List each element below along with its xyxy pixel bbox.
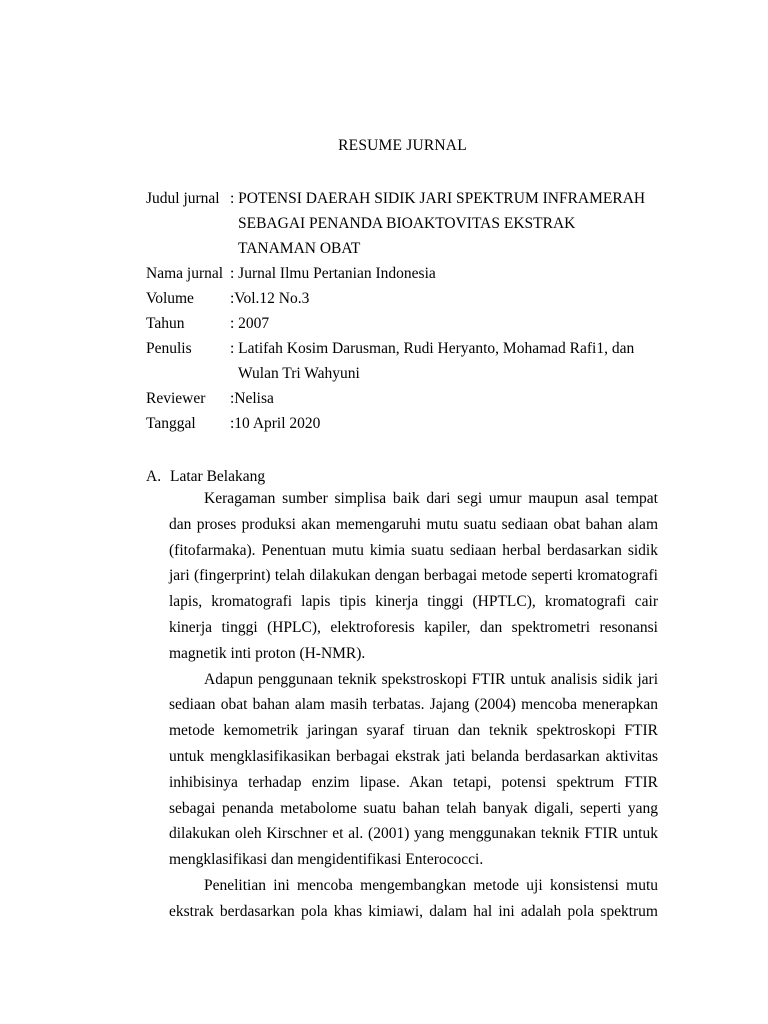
- metadata-value: [230, 411, 666, 436]
- metadata-value-line: :Nelisa: [230, 390, 274, 407]
- paragraph-line: sebagai penanda metabolome suatu bahan telah banyak digali, seperti yang: [169, 799, 658, 817]
- metadata-label: Judul jurnal: [146, 190, 220, 207]
- metadata-value: [230, 261, 666, 286]
- section-letter: A.: [146, 468, 162, 485]
- paragraph: [169, 667, 658, 873]
- paragraph-line: sediaan obat bahan alam masih terbatas. Jajang (2004) mencoba menerapkan: [169, 696, 658, 714]
- metadata-value: [230, 286, 666, 311]
- metadata-value-line: : Jurnal Ilmu Pertanian Indonesia: [230, 265, 436, 282]
- metadata-value: [230, 336, 666, 386]
- metadata-value-line: : Latifah Kosim Darusman, Rudi Heryanto, Mohamad Rafi1, dan: [230, 340, 635, 357]
- metadata-value-line: :Vol.12 No.3: [230, 290, 310, 307]
- metadata-row: [146, 311, 666, 336]
- metadata-value-line: SEBAGAI PENANDA BIOAKTOVITAS EKSTRAK: [238, 215, 576, 232]
- journal-metadata: [146, 186, 666, 436]
- paragraph-line: mengklasifikasi dan mengidentifikasi Enterococci.: [169, 851, 484, 869]
- metadata-row: [146, 386, 666, 411]
- metadata-value: [230, 386, 666, 411]
- metadata-label: Nama jurnal: [146, 265, 224, 282]
- paragraph-line: jari (fingerprint) telah dilakukan dengan berbagai metode seperti kromatografi: [169, 567, 658, 585]
- paragraph-line: Adapun penggunaan teknik spekstroskopi FTIR untuk analisis sidik jari: [204, 670, 658, 688]
- metadata-label: Tanggal: [146, 415, 196, 432]
- paragraph-line: dan proses produksi akan memengaruhi mutu suatu sediaan obat bahan alam: [169, 515, 658, 533]
- paragraph-line: dilakukan oleh Kirschner et al. (2001) yang menggunakan teknik FTIR untuk: [169, 825, 658, 843]
- metadata-label: Penulis: [146, 340, 192, 357]
- metadata-value-line: TANAMAN OBAT: [238, 240, 361, 257]
- paragraph-line: metode kemometrik jaringan syaraf tiruan dan teknik spektroskopi FTIR: [169, 722, 658, 740]
- paragraph-line: ekstrak berdasarkan pola khas kimiawi, dalam hal ini adalah pola spektrum: [169, 902, 658, 920]
- paragraph-line: kinerja tinggi (HPLC), elektroforesis kapiler, dan spektrometri resonansi: [169, 618, 658, 636]
- metadata-label: Volume: [146, 290, 194, 307]
- metadata-row: [146, 186, 666, 261]
- section-body: [169, 486, 658, 925]
- paragraph-line: lapis, kromatografi lapis tipis kinerja tinggi (HPTLC), kromatografi cair: [169, 593, 658, 611]
- metadata-row: [146, 286, 666, 311]
- paragraph: [169, 486, 658, 667]
- paragraph-line: inhibisinya terhadap enzim lipase. Akan tetapi, potensi spektrum FTIR: [169, 773, 658, 791]
- metadata-label: Tahun: [146, 315, 185, 332]
- metadata-value-line: :10 April 2020: [230, 415, 321, 432]
- paragraph-line: magnetik inti proton (H-NMR).: [169, 644, 366, 662]
- paragraph-line: (fitofarmaka). Penentuan mutu kimia suatu sediaan herbal berdasarkan sidik: [169, 541, 658, 559]
- section-title: Latar Belakang: [170, 468, 266, 485]
- paragraph: [169, 873, 658, 925]
- paragraph-line: untuk mengklasifikasikan berbagai ekstrak jati belanda berdasarkan aktivitas: [169, 747, 658, 765]
- metadata-row: [146, 411, 666, 436]
- paragraph-line: Penelitian ini mencoba mengembangkan metode uji konsistensi mutu: [204, 876, 658, 894]
- metadata-value-line: : 2007: [230, 315, 270, 332]
- metadata-value-line: : POTENSI DAERAH SIDIK JARI SPEKTRUM INFRAMERAH: [230, 190, 646, 207]
- page-title: RESUME JURNAL: [338, 137, 467, 154]
- metadata-row: [146, 336, 666, 386]
- metadata-label: Reviewer: [146, 390, 206, 407]
- paragraph-line: Keragaman sumber simplisa baik dari segi umur maupun asal tempat: [204, 490, 658, 507]
- metadata-value: [230, 311, 666, 336]
- metadata-value-line: Wulan Tri Wahyuni: [238, 365, 360, 382]
- metadata-value: [230, 186, 666, 261]
- metadata-row: [146, 261, 666, 286]
